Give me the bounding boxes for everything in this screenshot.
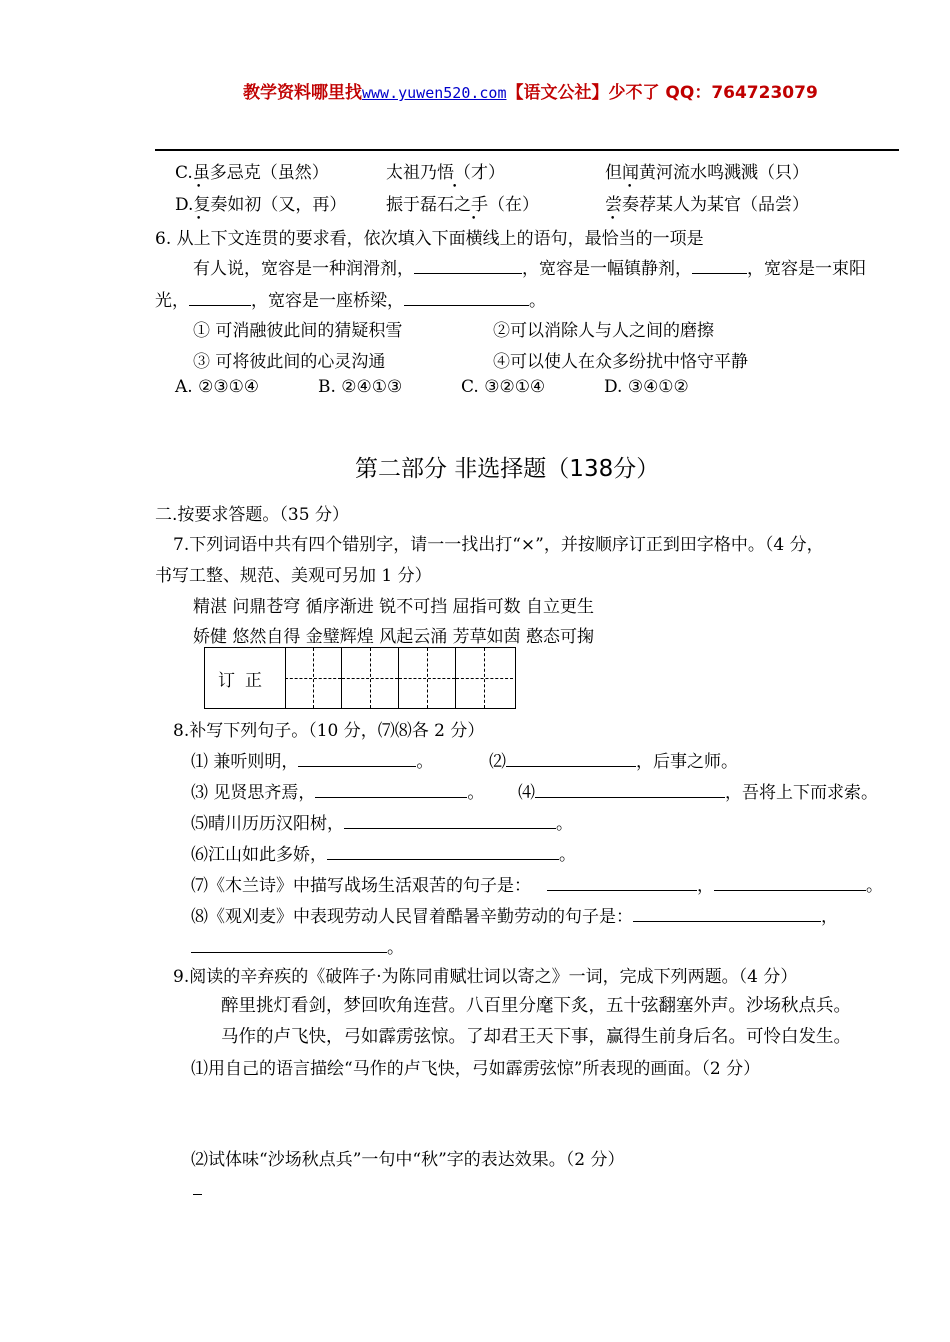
q8-item-8: ⑻《观刈麦》中表现劳动人民冒着酷暑辛勤劳动的句子是： ， (191, 902, 838, 927)
grid-cell[interactable] (399, 648, 456, 708)
header-suffix: 【语文公社】少不了 QQ：764723079 (506, 83, 818, 103)
q6-statement-4: ④可以使人在众多纷扰中恪守平静 (493, 352, 748, 372)
q7-stem-line1: 7.下列词语中共有四个错别字，请一一找出打“×”，并按顺序订正到田字格中。（4 分， (173, 535, 824, 555)
q8-blank-7a[interactable] (547, 873, 697, 891)
q8-blank-6[interactable] (327, 842, 559, 860)
q8-blank-7b[interactable] (714, 873, 866, 891)
q5-d-item-b: 振于磊石之手（在） (386, 195, 539, 215)
q6-blank-4[interactable] (404, 288, 529, 306)
q9-stem: 9.阅读的辛弃疾的《破阵子·为陈同甫赋壮词以寄之》一词，完成下列两题。（4 分） (173, 967, 798, 987)
q5-c-item-a: 虽多忌克（虽然） (192, 163, 329, 183)
q7-stem-line2: 书写工整、规范、美观可另加 1 分） (155, 566, 432, 586)
q8-blank-8b[interactable] (191, 935, 387, 953)
q5-c-item-b: 太祖乃悟（才） (386, 163, 505, 183)
q9-subquestion-1: ⑴用自己的语言描绘“马作的卢飞快，弓如霹雳弦惊”所表现的画面。（2 分） (191, 1059, 761, 1079)
q6-blank-1[interactable] (414, 256, 522, 274)
q6-statement-2: ②可以消除人与人之间的磨擦 (493, 321, 714, 341)
q5-c-item-c: 但闻黄河流水鸣溅溅（只） (605, 163, 809, 183)
text-cursor (193, 1194, 202, 1195)
q8-blank-4[interactable] (535, 780, 725, 798)
q6-statement-3: ③ 可将彼此间的心灵沟通 (193, 352, 386, 372)
q9-poem-line1: 醉里挑灯看剑，梦回吹角连营。八百里分麾下炙，五十弦翻塞外声。沙场秋点兵。 (221, 996, 851, 1016)
q7-words-line1: 精湛 问鼎苍穹 循序渐进 锐不可挡 屈指可数 自立更生 (193, 597, 595, 617)
q8-item-4: ⑷ ，吾将上下而求索。 (518, 778, 878, 803)
header-rule (155, 149, 899, 151)
q6-statement-1: ① 可消融彼此间的猜疑积雪 (193, 321, 403, 341)
q6-choice-b[interactable]: B. ②④①③ (318, 377, 403, 397)
q5-d-item-a: 复奏如初（又，再） (193, 195, 347, 215)
q8-item-7: ⑺《木兰诗》中描写战场生活艰苦的句子是： ， 。 (191, 871, 883, 896)
section2-heading: 二.按要求答题。（35 分） (155, 505, 349, 525)
emphasis-dot: • (627, 182, 633, 192)
header-link[interactable]: www.yuwen520.com (362, 84, 507, 102)
q9-subquestion-2: ⑵试体味“沙场秋点兵”一句中“秋”字的表达效果。（2 分） (191, 1150, 625, 1170)
q6-choice-c[interactable]: C. ③②①④ (461, 377, 546, 397)
header-prefix: 教学资料哪里找 (243, 83, 362, 103)
q8-item-1: ⑴ 兼听则明， 。 (191, 747, 433, 772)
q8-item-2: ⑵ ，后事之师。 (489, 747, 738, 772)
q6-blank-3[interactable] (189, 288, 251, 306)
q5-d-item-c: 尝奏荐某人为某官（品尝） (605, 195, 809, 215)
q6-choice-a[interactable]: A. ②③①④ (175, 377, 260, 397)
q9-poem-line2: 马作的卢飞快，弓如霹雳弦惊。了却君王天下事，赢得生前身后名。可怜白发生。 (221, 1027, 851, 1047)
emphasis-dot: • (196, 182, 202, 192)
grid-cell[interactable] (456, 648, 513, 708)
q6-blank-2[interactable] (692, 256, 747, 274)
q6-stem: 6. 从上下文连贯的要求看，依次填入下面横线上的语句，最恰当的一项是 (155, 229, 704, 249)
correction-grid (204, 647, 516, 709)
q8-item-6: ⑹江山如此多娇， 。 (191, 840, 576, 865)
emphasis-dot: • (471, 214, 477, 224)
q6-passage-line2: 光， ，宽容是一座桥梁， 。 (155, 286, 546, 311)
grid-cell[interactable] (285, 648, 342, 708)
q7-words-line2: 娇健 悠然自得 金璧辉煌 风起云涌 芳草如茵 憨态可掬 (193, 627, 595, 647)
q8-blank-2[interactable] (506, 749, 636, 767)
q8-item-8-cont: 。 (191, 933, 404, 958)
q5-option-d: D.复奏如初（又，再） (175, 195, 347, 215)
q8-blank-1[interactable] (298, 749, 416, 767)
q8-item-5: ⑸晴川历历汉阳树， 。 (191, 809, 573, 834)
part2-title: 第二部分 非选择题（138分） (355, 456, 660, 482)
q5-option-c: C.虽多忌克（虽然） (175, 163, 329, 183)
grid-cell[interactable] (342, 648, 399, 708)
correction-grid-label: 订正 (205, 648, 286, 708)
page-header (243, 78, 818, 103)
emphasis-dot: • (452, 182, 458, 192)
q6-choice-d[interactable]: D. ③④①② (604, 377, 689, 397)
emphasis-dot: • (196, 214, 202, 224)
q8-blank-5[interactable] (344, 811, 556, 829)
emphasis-dot: • (610, 214, 616, 224)
q6-passage-line1: 有人说，宽容是一种润滑剂， ，宽容是一幅镇静剂， ，宽容是一束阳 (193, 254, 866, 279)
q8-blank-3[interactable] (315, 780, 467, 798)
q8-stem: 8.补写下列句子。（10 分，⑺⑻各 2 分） (173, 721, 485, 741)
q8-item-3: ⑶ 见贤思齐焉， 。 (191, 778, 484, 803)
q8-blank-8a[interactable] (633, 904, 821, 922)
